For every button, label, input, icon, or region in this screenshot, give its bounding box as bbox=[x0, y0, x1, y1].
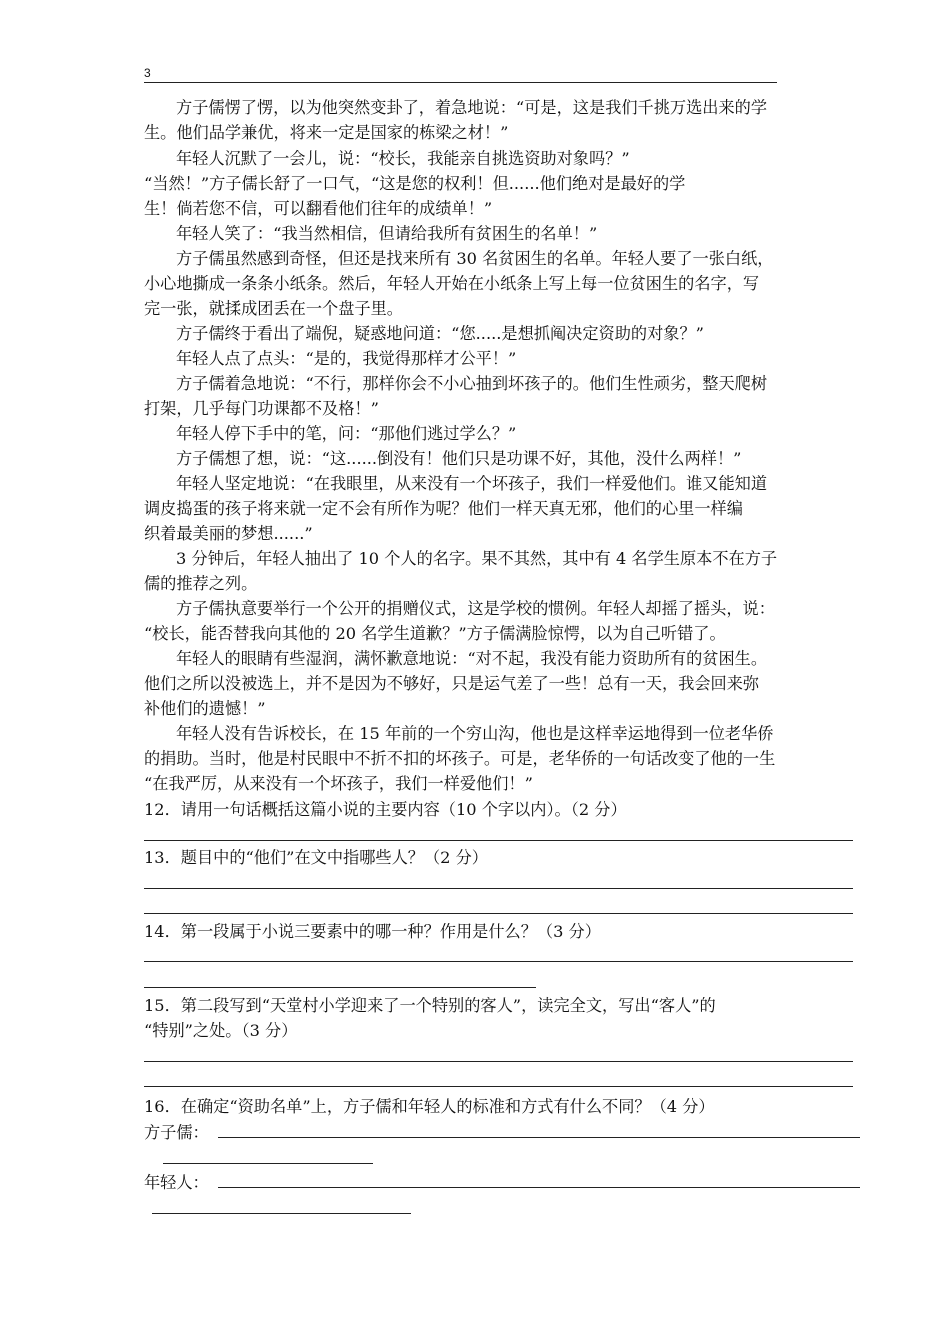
answer-line-q16-young-man[interactable] bbox=[218, 1187, 860, 1188]
answer-line-q16-fangziru[interactable] bbox=[218, 1137, 860, 1138]
story-line: “当然！”方子儒长舒了一口气，“这是您的权利！但......他们绝对是最好的学 bbox=[144, 174, 686, 193]
answer-line-q15[interactable] bbox=[144, 1061, 853, 1062]
q16-label-fangziru: 方子儒： bbox=[144, 1123, 209, 1142]
answer-line-q13[interactable] bbox=[144, 913, 853, 914]
story-line: 年轻人笑了：“我当然相信，但请给我所有贫困生的名单！” bbox=[176, 224, 598, 243]
q16-label-young-man: 年轻人： bbox=[144, 1173, 209, 1192]
page-number: 3 bbox=[144, 66, 151, 80]
story-line: 儒的推荐之列。 bbox=[144, 574, 258, 593]
answer-line-q14[interactable] bbox=[144, 987, 536, 988]
story-line: 年轻人没有告诉校长，在 15 年前的一个穷山沟，他也是这样幸运地得到一位老华侨 bbox=[176, 724, 774, 743]
story-line: 年轻人沉默了一会儿，说：“校长，我能亲自挑选资助对象吗？” bbox=[176, 149, 630, 168]
story-line: 年轻人点了点头：“是的，我觉得那样才公平！” bbox=[176, 349, 517, 368]
header-rule bbox=[144, 82, 777, 83]
story-line: 方子儒想了想，说：“这......倒没有！他们只是功课不好，其他，没什么两样！” bbox=[176, 449, 742, 468]
answer-line-q16-fangziru[interactable] bbox=[163, 1163, 373, 1164]
answer-line-q16-young-man[interactable] bbox=[152, 1213, 411, 1214]
story-line: “校长，能否替我向其他的 20 名学生道歉？”方子儒满脸惊愕，以为自己听错了。 bbox=[144, 624, 726, 643]
story-line: 调皮捣蛋的孩子将来就一定不会有所作为呢？他们一样天真无邪，他们的心里一样编 bbox=[144, 499, 743, 518]
story-line: 方子儒执意要举行一个公开的捐赠仪式，这是学校的惯例。年轻人却摇了摇头，说： bbox=[176, 599, 775, 618]
answer-line-q13[interactable] bbox=[144, 888, 853, 889]
answer-line-q12[interactable] bbox=[144, 840, 853, 841]
answer-line-q15[interactable] bbox=[144, 1086, 853, 1087]
story-line: 3 分钟后，年轻人抽出了 10 个人的名字。果不其然，其中有 4 名学生原本不在方子 bbox=[176, 549, 778, 568]
question-15: 15．第二段写到“天堂村小学迎来了一个特别的客人”，读完全文，写出“客人”的 bbox=[144, 996, 716, 1015]
question-16: 16．在确定“资助名单”上，方子儒和年轻人的标准和方式有什么不同？（4 分） bbox=[144, 1097, 715, 1116]
question-14: 14．第一段属于小说三要素中的哪一种？作用是什么？（3 分） bbox=[144, 922, 601, 941]
story-line: 年轻人停下手中的笔，问：“那他们逃过学么？” bbox=[176, 424, 517, 443]
story-line: 补他们的遗憾！” bbox=[144, 699, 266, 718]
story-line: 方子儒终于看出了端倪，疑惑地问道：“您.....是想抓阄决定资助的对象？” bbox=[176, 324, 704, 343]
story-line: 年轻人坚定地说：“在我眼里，从来没有一个坏孩子，我们一样爱他们。谁又能知道 bbox=[176, 474, 768, 493]
story-line: 小心地撕成一条条小纸条。然后，年轻人开始在小纸条上写上每一位贫困生的名字，写 bbox=[144, 274, 760, 293]
story-line: 年轻人的眼睛有些湿润，满怀歉意地说：“对不起，我没有能力资助所有的贫困生。 bbox=[176, 649, 768, 668]
story-line: 方子儒虽然感到奇怪，但还是找来所有 30 名贫困生的名单。年轻人要了一张白纸， bbox=[176, 249, 774, 268]
question-13: 13．题目中的“他们”在文中指哪些人？（2 分） bbox=[144, 848, 488, 867]
story-line: 的捐助。当时，他是村民眼中不折不扣的坏孩子。可是，老华侨的一句话改变了他的一生 bbox=[144, 749, 776, 768]
story-line: 方子儒着急地说：“不行，那样你会不小心抽到坏孩子的。他们生性顽劣，整天爬树 bbox=[176, 374, 768, 393]
question-12: 12．请用一句话概括这篇小说的主要内容（10 个字以内）。（2 分） bbox=[144, 800, 627, 819]
answer-line-q14[interactable] bbox=[144, 961, 853, 962]
question-15-cont: “特别”之处。（3 分） bbox=[144, 1021, 298, 1040]
story-line: 完一张，就揉成团丢在一个盘子里。 bbox=[144, 299, 403, 318]
story-line: 生。他们品学兼优，将来一定是国家的栋梁之材！” bbox=[144, 123, 509, 142]
story-line: 织着最美丽的梦想......” bbox=[144, 524, 313, 543]
story-line: 生！倘若您不信，可以翻看他们往年的成绩单！” bbox=[144, 199, 493, 218]
story-line: “在我严厉，从来没有一个坏孩子，我们一样爱他们！” bbox=[144, 774, 533, 793]
story-line: 方子儒愣了愣，以为他突然变卦了，着急地说：“可是，这是我们千挑万选出来的学 bbox=[176, 98, 768, 117]
story-line: 打架，几乎每门功课都不及格！” bbox=[144, 399, 379, 418]
story-line: 他们之所以没被选上，并不是因为不够好，只是运气差了一些！总有一天，我会回来弥 bbox=[144, 674, 760, 693]
